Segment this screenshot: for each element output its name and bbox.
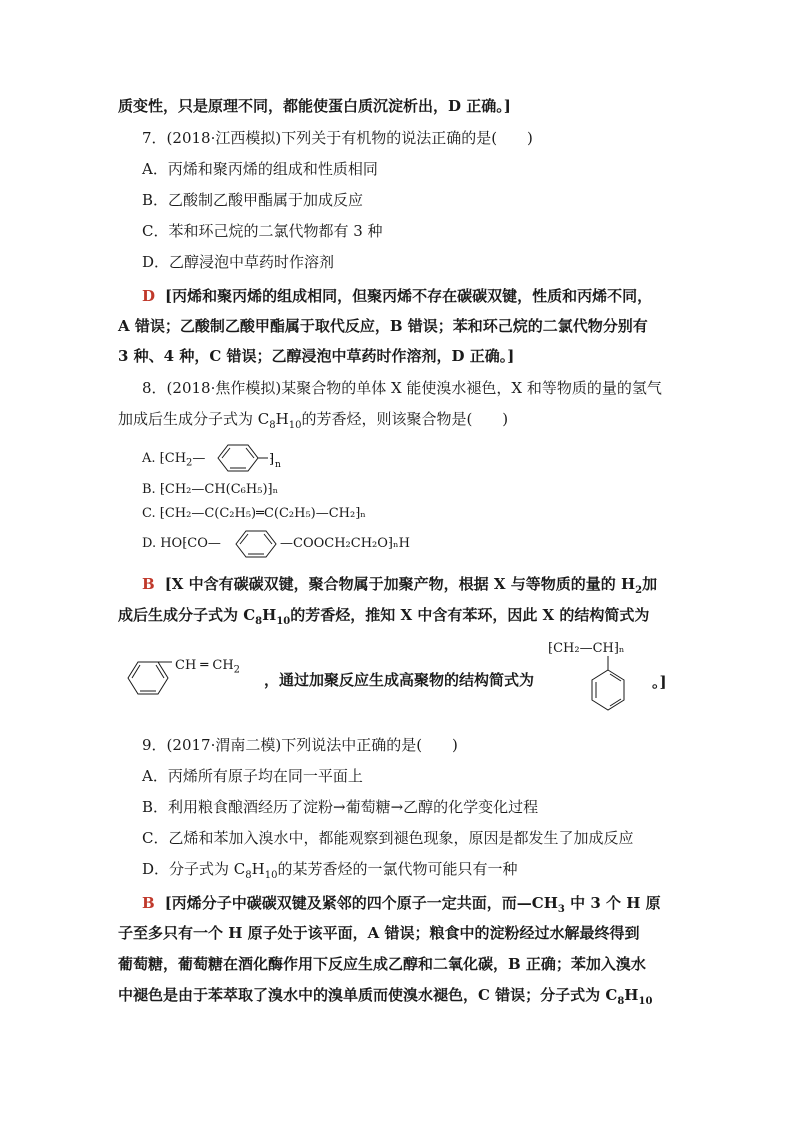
q9-option-d: D．分子式为 $C_8H_{10}$的某芳香烃的一氯代物可能只有一种: [142, 860, 518, 881]
q7-answer: D: [142, 287, 156, 305]
q9-explanation-line3: 葡萄糖，葡萄糖在酒化酶作用下反应生成乙醇和二氧化碳，B 正确；苯加入溴水: [118, 955, 646, 973]
q7-stem: 7．(2018·江西模拟)下列关于有机物的说法正确的是( ): [142, 129, 533, 147]
q8-explanation-line1: B [X 中含有碳碳双键，聚合物属于加聚产物，根据 X 与等物质的量的 $H_2$加: [142, 575, 658, 596]
q9-option-c: C．乙烯和苯加入溴水中，都能观察到褪色现象，原因是都发生了加成反应: [142, 829, 634, 847]
polystyrene-benzene: [585, 656, 635, 724]
continued-explanation: 质变性，只是原理不同，都能使蛋白质沉淀析出，D 正确。]: [118, 97, 511, 115]
q8-option-d-benzene: [228, 525, 288, 563]
q9-explanation-line1: B [丙烯分子中碳碳双键及紧邻的四个原子一定共面，而$—CH_3$ 中 3 个 H 原: [142, 894, 661, 915]
q7-explanation-line3: 3 种、4 种，C 错误；乙醇浸泡中草药时作溶剂，D 正确。]: [118, 347, 515, 365]
polystyrene-formula: ⁅CH₂—CH⁆ₙ: [548, 641, 625, 656]
q8-option-a-n: n: [275, 460, 281, 470]
q9-option-b: B．利用粮食酿酒经历了淀粉→葡萄糖→乙醇的化学变化过程: [142, 798, 539, 816]
q8-option-c: C. ⁅CH₂—C(C₂H₅)═C(C₂H₅)—CH₂⁆ₙ: [142, 506, 366, 521]
q8-option-d-left: D. HO⁅CO—: [142, 536, 221, 551]
q9-answer: B: [142, 894, 155, 912]
q9-explanation-line2: 子至多只有一个 H 原子处于该平面，A 错误；粮食中的淀粉经过水解最终得到: [118, 924, 640, 942]
q7-option-a: A．丙烯和聚丙烯的组成和性质相同: [142, 160, 378, 178]
q7-option-b: B．乙酸制乙酸甲酯属于加成反应: [142, 191, 364, 209]
q7-option-d: D．乙醇浸泡中草药时作溶剂: [142, 253, 335, 271]
q8-option-a-benzene: [212, 440, 282, 476]
q9-stem: 9．(2017·渭南二模)下列说法中正确的是( ): [142, 736, 458, 754]
q9-option-a: A．丙烯所有原子均在同一平面上: [142, 767, 363, 785]
q8-explanation-line2: 成后生成分子式为 $C_8H_{10}$的芳香烃，推知 X 中含有苯环，因此 X 的结构简式为: [118, 606, 650, 627]
q8-option-b: B. ⁅CH₂—CH(C₆H₅)⁆ₙ: [142, 482, 279, 497]
styrene-formula: CH ═ $CH_2$: [175, 658, 241, 676]
q8-explanation-end: 。]: [652, 673, 667, 691]
q8-explanation-line3: ，通过加聚反应生成高聚物的结构简式为: [264, 671, 535, 689]
q9-explanation-line4: 中褪色是由于苯萃取了溴水中的溴单质而使溴水褪色，C 错误；分子式为 $C_8H_{10}$: [118, 986, 653, 1007]
q7-option-c: C．苯和环己烷的二氯代物都有 3 种: [142, 222, 383, 240]
q7-explanation-line1: D [丙烯和聚丙烯的组成相同，但聚丙烯不存在碳碳双键，性质和丙烯不同，: [142, 287, 653, 305]
q8-stem-line2: 加成后生成分子式为 $C_8H_{10}$的芳香烃，则该聚合物是( ): [118, 410, 509, 431]
svg-text:⁆: ⁆: [269, 452, 275, 467]
q8-stem-line1: 8．(2018·焦作模拟)某聚合物的单体 X 能使溴水褪色，X 和等物质的量的氢气: [142, 379, 662, 397]
q8-option-a: A. $⁅CH_2—$: [142, 451, 206, 469]
q8-option-d-right: —COOCH₂CH₂O⁆ₙH: [280, 536, 410, 551]
q7-explanation-line2: A 错误；乙酸制乙酸甲酯属于取代反应，B 错误；苯和环己烷的二氯代物分别有: [118, 317, 648, 335]
q8-answer: B: [142, 575, 155, 593]
